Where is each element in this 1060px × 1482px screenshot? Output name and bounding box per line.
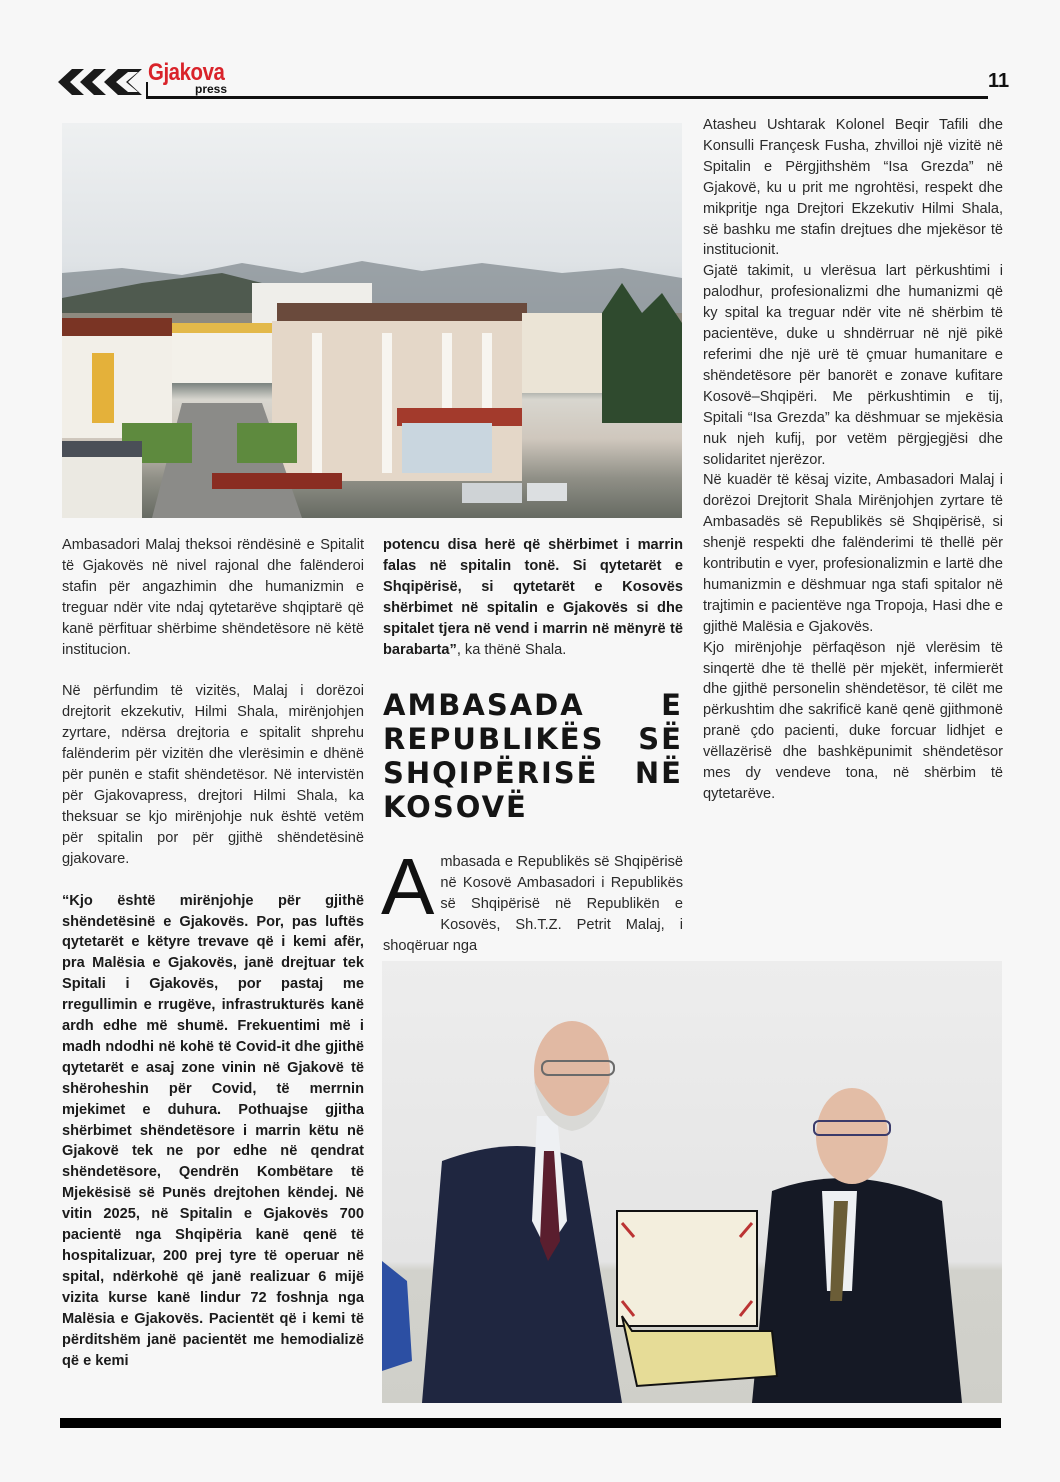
interview-quote: “Kjo është mirënjohje për gjithë shëndetësinë e Gjakovës. Por, pas luftës qytetarët e këtyre trevave që i kemi afër, pra Malësia e Gjakovës, janë drejtuar tek Spitali i Gjakovës, por pastaj me rregullimin e rrugëve, infrastrukturës kanë ardh edhe më shumë. Frekuentimi më i madh ndodhi në kohë të Covid-it dhe gjithë qytetarët e asaj zone vinin në Gjakovë të shëroheshin për Covid, të merrnin mjekimet e duhura. Pothuajse gjitha shërbimet shëndetësore i marrin këtu në Gjakovë tek ne por edhe në qendrat shëndetësore, Qendrën Kombëtare të Mjekësisë së Punës drejtohen këndej. Në vitin 2025, në Spitalin e Gjakovës 700 pacientë nga Shqipëria kanë qenë të hospitalizuar, 200 prej tyre të operuar në spital, ndërkohë që janë realizuar 6 mijë vizita kurse kanë lindur 72 foshnja nga Malësia e Gjakovës. Pacientët që i kemi të përditshëm janë pacientët me hemodializë që e kemi	[62, 892, 364, 1369]
headline-line: AMBASADA E	[383, 688, 683, 722]
paragraph: Atasheu Ushtarak Kolonel Beqir Tafili dhe Konsulli Françesk Fusha, zhvilloi një vizitë në Spitalin e Përgjithshëm “Isa Grezda” në Gjakovë, ku u prit me ngrohtësi, respekt dhe mikpritje nga Drejtori Ekzekutiv Hilmi Shala, së bashku me stafin drejtues dhe mjekësor të institucionit.	[703, 117, 1003, 259]
article-headline	[383, 688, 683, 824]
page-number: 11	[988, 70, 1010, 92]
headline-line: REPUBLIKËS SË	[383, 722, 683, 756]
headline-line: SHQIPËRISË NË	[383, 756, 683, 790]
headline-line: KOSOVË	[383, 790, 528, 824]
hospital-photo	[62, 123, 682, 518]
ceremony-illustration	[382, 961, 1002, 1403]
hospital-illustration	[62, 123, 682, 518]
article-column-right	[703, 115, 1003, 805]
interview-quote-continued: potencu disa herë që shërbimet i marrin falas në spitalin tonë. Si qytetarët e Shqipërisë, si qytetarët e Kosovës shërbimet në spitalin e Gjakovës si dhe spitalet tjera në vend i marrin në mënyrë të barabarta”	[383, 537, 683, 658]
chevrons-left-icon	[58, 67, 142, 97]
article-lead	[381, 842, 683, 957]
logo-gjakova: Gjakova	[148, 59, 225, 86]
paragraph: Në kuadër të kësaj vizite, Ambasadori Malaj i dorëzoi Drejtorit Shala Mirënjohjen zyrtare të Ambasadës së Republikës së Shqipërisë, si shenjë respekti dhe falënderimi të thellë për kontributin e vyer, profesionalizmin e lartë dhe humanizmin e dëshmuar nga stafi spitalor në trajtimin e pacientëve nga Tropoja, Hasi dhe e gjithë Malësia e Gjakovës.	[703, 472, 1003, 635]
ceremony-photo	[382, 961, 1002, 1403]
paragraph: Gjatë takimit, u vlerësua lart përkushtimi i palodhur, profesionalizmi dhe humanizmi që ky spital ka treguar ndër vite në shërbim të pacientëve, duke u shndërruar në një pikë referimi dhe një urë të çmuar humanitare e shëndetësore për banorët e zonave kufitare Kosovë–Shqipëri. Me përkushtimin e tij, Spitali “Isa Grezda” ka dëshmuar se mjekësia nuk njeh kufij, por vetëm përgjegjësi dhe solidaritet njerëzor.	[703, 263, 1003, 468]
article-column-left	[62, 535, 364, 1371]
logo-press: press	[195, 82, 228, 96]
header-rule	[146, 96, 988, 99]
paragraph: Kjo mirënjohje përfaqëson një vlerësim të sinqertë dhe të thellë për mjekët, infermierët dhe gjithë personelin shëndetësor, të cilët me përkushtim dhe sakrificë kanë qenë gjithmonë pranë çdo pacienti, duke forcuar lidhjet e vëllazërisë dhe bashkëpunimit shëndetësor mes dy vendeve tona, në shërbim të qytetarëve.	[703, 639, 1003, 802]
footer-rule	[60, 1418, 1001, 1428]
paragraph: Ambasadori Malaj theksoi rëndësinë e Spitalit të Gjakovës në nivel rajonal dhe falënderoi stafin për angazhimin dhe humanizmin e treguar ndër vite ndaj qytetarëve shqiptarë që kanë përfituar shërbime shëndetësore në këtë institucion.	[62, 537, 364, 658]
lead-text: mbasada e Republikës së Shqipërisë në Kosovë Ambasadori i Republikës së Shqipërisë në Republikën e Kosovës, Sh.T.Z. Petrit Malaj, i shoqëruar nga	[383, 854, 683, 954]
paragraph: Në përfundim të vizitës, Malaj i dorëzoi drejtorit ekzekutiv, Hilmi Shala, mirënjohjen zyrtare, ndërsa drejtoria e spitalit shprehu falënderim për vizitën dhe vlerësimin e dhënë për punën e stafit shëndetësor. Në intervistën për Gjakovapress, drejtori Hilmi Shala, ka theksuar se kjo mirënjohje nuk është vetëm për spitalin por për gjithë shëndetësinë gjakovare.	[62, 683, 364, 867]
article-column-middle	[383, 535, 683, 660]
page-header	[0, 0, 1060, 110]
drop-cap: A	[381, 842, 435, 931]
quote-attribution: , ka thënë Shala.	[456, 641, 567, 658]
